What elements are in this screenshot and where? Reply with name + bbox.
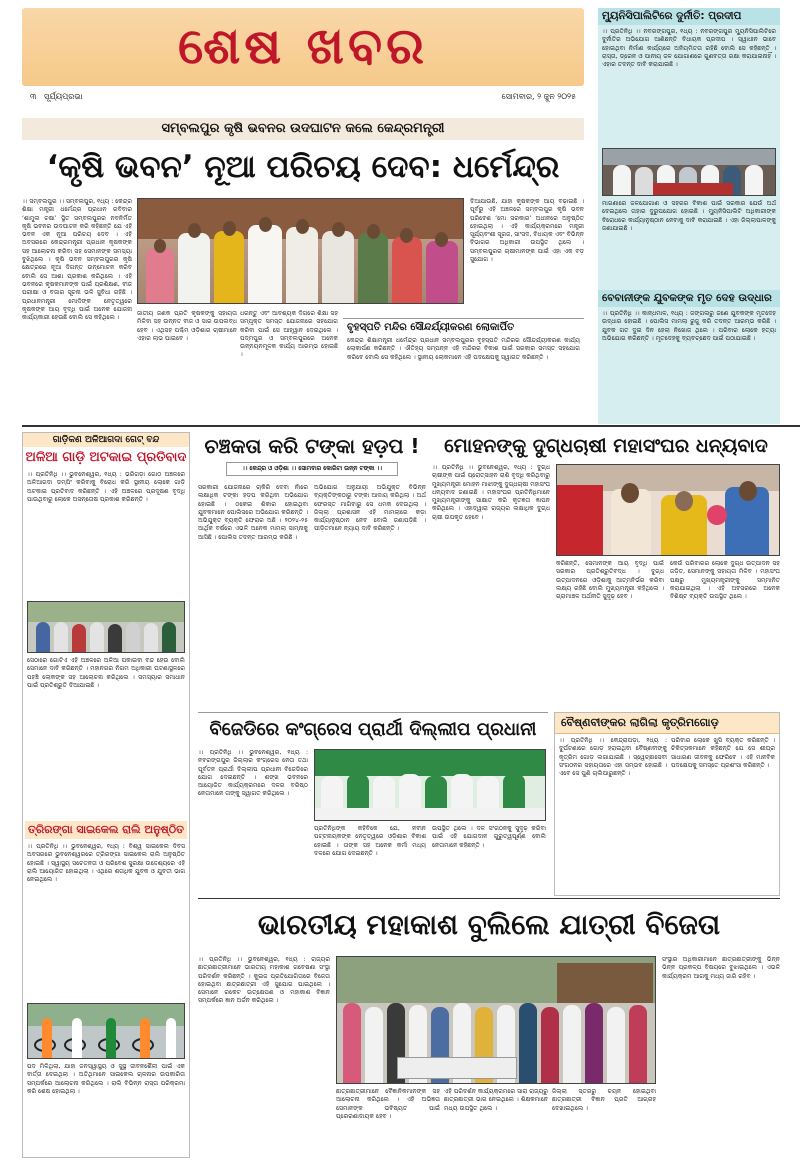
lead-photo (137, 198, 464, 304)
left-column-box (22, 432, 190, 1158)
left-headline-2: ତ୍ରିରଙ୍ଗା ସାଇକେଲ ରାଲି ଅନୁଷ୍ଠିତ (25, 821, 187, 839)
lead-kicker: ସମ୍ବଲପୁର କୃଷି ଭବନର ଉଦଘାଟନ କଲେ କେନ୍ଦ୍ରମନ୍ତ୍ରୀ (161, 121, 445, 136)
masthead (22, 8, 584, 86)
sidebar-photo (602, 148, 776, 196)
bjd-headline: ବିଜେଡିରେ କଂଗ୍ରେସ ପ୍ରାର୍ଥୀ ଦିଲ୍ଲୀପ ପ୍ରଧାନୀ (209, 719, 537, 740)
mohan-text-2: କରିଛନ୍ତି, ସେମାନଙ୍କ ଆୟ ବୃଦ୍ଧି ପାଇଁ ସରକାର ପ୍ରତିଶ୍ରୁତିବଦ୍ଧ । ଦୁଗ୍ଧ ଉତ୍ପାଦନରେ ଓଡ଼ିଶାକୁ ଆତ୍ମନିର୍ଭର କରିବା ଲକ୍ଷ୍ୟ ରହିଛି ବୋଲି ମୁଖ୍ୟମନ୍ତ୍ରୀ କହିଥିଲେ । ଗ୍ରାମାଞ୍ଚଳ ଅର୍ଥନୀତି ସୁଦୃଢ଼ ହେବ । (556, 560, 664, 601)
left-text-2: ସେଠାରେ ଗୋଟିଏ ଏହି ଅଞ୍ଚଳରେ ଅଳିଆ ପକାଇବା ବନ୍ଦ ହେଉ ବୋଲି ସେମାନେ ଦାବି କରିଛନ୍ତି । ମହାନଗର ନିଗମ ଅଧିକାରୀ ଘଟଣାସ୍ଥଳରେ ପହଞ୍ଚି ଲୋକଙ୍କ ସହ ଆଲୋଚନା କରିଥିଲେ । ସମସ୍ୟାର ସମାଧାନ ପାଇଁ ପ୍ରତିଶ୍ରୁତି ଦିଆଯାଇଛି । (27, 657, 185, 689)
mohan-text-3: କେଉଁ ପରିବାରର ଲୋକେ ଦୁଗ୍ଧ ଉତ୍ପାଦନ ସହ ଜଡ଼ିତ, ସେମାନଙ୍କୁ ସହାୟତା ମିଳିବ । ମହାସଂଘ ପକ୍ଷରୁ ମୁଖ୍ୟମନ୍ତ୍ରୀଙ୍କୁ ସମ୍ମାନିତ କରାଯାଇଥିଲା । ଏହି ଅବସରରେ ଅନେକ ବିଶିଷ୍ଟ ବ୍ୟକ୍ତି ଉପସ୍ଥିତ ଥିଲେ । (670, 560, 780, 601)
fraud-text-2: ଅଭିଯୋଗ ଅନୁଯାୟୀ ଅଭିଯୁକ୍ତ ବିଭିନ୍ନ ବ୍ୟକ୍ତିଙ୍କଠାରୁ ଟଙ୍କା ଆଦାୟ କରିଥିଲା । ଅର୍ଥ ଫେରସ୍ତ ମାଗିବାରୁ ସେ ଧମକ ଦେଉଥିଲା । ଜିଲ୍ଲା ପ୍ରଶାସନ ଏହି ମାମଲାରେ କଡ଼ା କାର୍ଯ୍ୟାନୁଷ୍ଠାନ ନେବ ବୋଲି ଜଣାପଡ଼ିଛି । ପୀଡ଼ିତମାନେ ନ୍ୟାୟ ଦାବି କରିଛନ୍ତି । (314, 484, 426, 533)
mohan-story (432, 432, 780, 710)
vaishnav-story (554, 712, 780, 896)
mohan-headline: ମୋହନଙ୍କୁ ଦୁଗ୍ଧଚାଷୀ ମହାସଂଘର ଧନ୍ୟବାଦ (444, 435, 768, 457)
mohan-text-1: ।। ପ୍ରତିନିଧି ।। ଭୁବନେଶ୍ୱର, ୧ଧ୍ୟ : ଦୁଗ୍ଧ ଚାଷୀଙ୍କ ପାଇଁ ପ୍ରୋତ୍ସାହନ ରାଶି ବୃଦ୍ଧି କରିଥିବାରୁ ମୁଖ୍ୟମନ୍ତ୍ରୀ ମୋହନ ମାଝୀଙ୍କୁ ଦୁଗ୍ଧଚାଷୀ ମହାସଂଘ ଧନ୍ୟବାଦ ଜଣାଇଛି । ମହାସଂଘର ପ୍ରତିନିଧିମାନେ ମୁଖ୍ୟମନ୍ତ୍ରୀଙ୍କୁ ସାକ୍ଷାତ କରି କୃତଜ୍ଞତା ଜ୍ଞାପନ କରିଥିଲେ । ଏହାଦ୍ୱାରା ରାଜ୍ୟର ଲକ୍ଷାଧିକ ଦୁଗ୍ଧ ଚାଷୀ ଉପକୃତ ହେବେ । (432, 464, 550, 521)
bottom-story (198, 900, 780, 1162)
issue-date: ସୋମବାର, ୨ ଜୁନ ୨୦୨୫ (501, 92, 576, 101)
lead-col-1: ।। ସମ୍ବଲପୁର ।। ସମ୍ବଲପୁର, ୧ଧ୍ୟ : କେନ୍ଦ୍ର ଶିକ୍ଷା ମନ୍ତ୍ରୀ ଧର୍ମେନ୍ଦ୍ର ପ୍ରଧାନ ରବିବାର ‘ଶାମୁଲ ଚଷା’ ସ୍ଥିତ ସମ୍ବଲପୁରର ନବନିର୍ମିତ କୃଷି ଭବନର ଉଦଘାଟନ କରି କହିଛନ୍ତି ଯେ ଏହି ଭବନ ଏକ ନୂଆ ପରିଚୟ ଦେବ । ଏହି ଅବସରରେ କେନ୍ଦ୍ରମନ୍ତ୍ରୀ ପ୍ରଧାନ କୃଷକଙ୍କ ସହ ଆଲୋଚନା କରିବା ସହ ସେମାନଙ୍କ ସମସ୍ୟା ବୁଝିଥିଲେ । କୃଷି ଭବନ ସମ୍ବଲପୁରର କୃଷି କ୍ଷେତ୍ରରେ ନୂଆ ଦିଗନ୍ତ ଉନ୍ମୋଚନ କରିବ ବୋଲି ସେ ଆଶା ପ୍ରକାଶ କରିଥିଲେ । ଏହି ଭବନରେ କୃଷକମାନଙ୍କ ପାଇଁ ପ୍ରଶିକ୍ଷଣ, ବୀଜ ପରୀକ୍ଷା ଓ ବଜାର ସୂଚନା ଭଳି ସୁବିଧା ରହିଛି । ପ୍ରଧାନମନ୍ତ୍ରୀ ମୋଦିଙ୍କ ନେତୃତ୍ୱରେ କୃଷକଙ୍କ ଆୟ ବୃଦ୍ଧି ପାଇଁ ଅନେକ ଯୋଜନା କାର୍ଯ୍ୟକାରୀ ହେଉଛି ବୋଲି ସେ କହିଥିଲେ । (22, 198, 132, 322)
left-text-1: ।। ପ୍ରତିନିଧି ।। ଭୁବନେଶ୍ୱର, ୧ଧ୍ୟ : ଭରିଗଡ଼ା ଗୋଠ ଅଞ୍ଚଳରେ ଅଳିଆଗଦା ଡମ୍ପିଂ କରିବାକୁ ବିରୋଧ କରି ସ୍ଥାନୀୟ ଲୋକେ ଗାଡ଼ି ଅଟକାଇ ପ୍ରତିବାଦ କରିଛନ୍ତି । ଏହି ଅଞ୍ଚଳରେ ପ୍ରଦୂଷଣ ବୃଦ୍ଧି ପାଉଥିବାରୁ ଲୋକେ ଅସନ୍ତୋଷ ପ୍ରକାଶ କରିଛନ୍ତି । (27, 471, 185, 503)
vaishnav-text-2: ପରିବାର ଲୋକେ ଖୁସି ବ୍ୟକ୍ତ କରିଛନ୍ତି । ଚିକିତ୍ସକମାନେ କହିଛନ୍ତି ଯେ ସେ ଶୀଘ୍ର ସାଧାରଣ ଜୀବନକୁ ଫେରିବେ । ଏହି ମାନବିକ ପଦକ୍ଷେପକୁ ସମସ୍ତେ ପ୍ରଶଂସା କରିଛନ୍ତି । (671, 737, 775, 769)
sidebar-text-2: ମାଗଣାରେ ଜଳଯୋଗାଣ ଓ ସହରର ବିକାଶ ପାଇଁ ସରକାର ଯେଉଁ ଅର୍ଥ ଦେଇଥିଲେ ତାହାର ଦୁରୁପଯୋଗ ହୋଇଛି । ମ୍ୟୁନିସିପାଲିଟି ଅଧିକାରୀଙ୍କ ବିରୋଧରେ କାର୍ଯ୍ୟାନୁଷ୍ଠାନ ନେବାକୁ ଦାବି କରାଯାଇଛି । ଏହା ଜିଲ୍ଲାପାଳଙ୍କୁ ଜଣାଯାଇଛି । (602, 200, 776, 232)
vaishnav-text-1: ।। ପ୍ରତିନିଧି ।। କେନ୍ଦ୍ରାପଡ଼ା, ୧ଧ୍ୟ : ଦୁର୍ଘଟଣାରେ ଗୋଡ଼ ହରାଇଥିବା ବୈଷ୍ଣବୀଙ୍କୁ କୃତ୍ରିମ ଗୋଡ଼ ଲଗାଯାଇଛି । ସ୍ୱେଚ୍ଛାସେବୀ ସଂଗଠନର ସହାୟତାରେ ଏହା ସମ୍ଭବ ହୋଇଛି । ଏବେ ସେ ପୁଣି ଚାଲିପାରୁଛନ୍ତି । (559, 737, 667, 778)
bottom-photo (336, 956, 656, 1084)
left-headline: ଅଳିଆ ଗାଡ଼ି ଅଟକାଇ ପ୍ରତିବାଦ (25, 450, 187, 465)
fraud-story (198, 432, 426, 710)
bottom-text-2: ଛାତ୍ରଛାତ୍ରୀମାନେ ବୈଜ୍ଞାନିକମାନଙ୍କ ସହ ଆଲୋଚନା କରିଥିଲେ । ଏହି ଅଭିଜ୍ଞତା ସେମାନଙ୍କ ଭବିଷ୍ୟତ ପାଇଁ ପ୍ରେରଣାଦାୟକ ହେବ । (336, 1088, 440, 1120)
left-photo-1 (27, 601, 185, 653)
temple-headline: ବୃହସ୍ପତି ମନ୍ଦିର ସୌନ୍ଦର୍ଯ୍ୟୀକରଣ ଲୋକାର୍ପିତ (347, 322, 515, 333)
bottom-headline: ଭାରତୀୟ ମହାକାଶ ବୁଲିଲେ ଯାତ୍ରୀ ବିଜେତା (257, 908, 721, 941)
bottom-text-5: ସଂସ୍ଥାର ଅଧିକାରୀମାନେ ଛାତ୍ରଛାତ୍ରୀଙ୍କୁ ଭିନ୍ନ ଭିନ୍ନ ପ୍ରକଳ୍ପ ବିଷୟରେ ବୁଝାଇଥିଲେ । ଏଭଳି କାର୍ଯ୍ୟକ୍ରମ ଆଗକୁ ମଧ୍ୟ ଜାରି ରହିବ । (662, 956, 780, 980)
left-text-3: ।। ପ୍ରତିନିଧି ।। ଭୁବନେଶ୍ୱର, ୧ଧ୍ୟ : ବିଶ୍ୱ ସାଇକେଲ ଦିବସ ଅବସରରେ ଭୁବନେଶ୍ୱରରେ ତ୍ରିରଙ୍ଗା ସାଇକେଲ ରାଲି ଅନୁଷ୍ଠିତ ହୋଇଛି । ସ୍ୱାସ୍ଥ୍ୟ ସଚେତନତା ଓ ପରିବେଶ ସୁରକ୍ଷା ଉଦ୍ଦେଶ୍ୟରେ ଏହି ରାଲି ଆୟୋଜିତ ହୋଇଥିଲା । ଏଥିରେ ଶତାଧିକ ଯୁବକ ଓ ଯୁବତୀ ଭାଗ ନେଇଥିଲେ । (27, 843, 185, 884)
lead-col-2: ଜାତୀୟ ଜଣକ ପ୍ରତି କୃଷକଙ୍କୁ ସହାୟତା ମିଳିବା ସହ ଉନ୍ନତ ବୀଜ ଓ ସାର ଉପଲବ୍ଧ ହେବ । ଏଥିସହ ପଶ୍ଚିମ ଓଡ଼ିଶାର ଚାଷୀମାନେ ଏହାର ଲାଭ ପାଇବେ । (137, 310, 237, 342)
temple-text: କେନ୍ଦ୍ର ଶିକ୍ଷାମନ୍ତ୍ରୀ ଧର୍ମେନ୍ଦ୍ର ପ୍ରଧାନ ସମ୍ବଲପୁରର ବୃହସ୍ପତି ମନ୍ଦିରର ସୌନ୍ଦର୍ଯ୍ୟୀକରଣ କାର୍ଯ୍ୟ ଲୋକାର୍ପଣ କରିଛନ୍ତି । ଐତିହ୍ୟ ସମ୍ପନ୍ନ ଏହି ମନ୍ଦିରର ବିକାଶ ପାଇଁ ସରକାର ସମସ୍ତ ସହଯୋଗ କରିବେ ବୋଲି ସେ କହିଥିଲେ । ସ୍ଥାନୀୟ ଲୋକମାନେ ଏହି ପଦକ୍ଷେପକୁ ସ୍ୱାଗତ କରିଛନ୍ତି । (347, 337, 580, 361)
lead-col-3: ଧରନ୍ତୁ ଏବଂ ଆବଶ୍ୟକ ଦିଗରେ ଶିକ୍ଷା ସହ ସମ୍ପୃକ୍ତ ସମସ୍ତ ଯୋଜନାରେ ସହଯୋଗ କରିବା ପାଇଁ ସେ ଆହ୍ୱାନ ଦେଇଥିଲେ । ପଦ୍ମପୁର ଓ ସମ୍ବଲପୁରରେ ଅନେକ ଉନ୍ନୟନମୂଳକ କାର୍ଯ୍ୟ ଆରମ୍ଭ ହୋଇଛି । (240, 310, 338, 359)
temple-box (343, 318, 584, 420)
bottom-text-1: ।। ପ୍ରତିନିଧି ।। ଭୁବନେଶ୍ୱର, ୧ଧ୍ୟ : ରାଜ୍ୟର ଛାତ୍ରଛାତ୍ରୀମାନେ ଭାରତୀୟ ମହାକାଶ ଗବେଷଣା ସଂସ୍ଥା ପରିଦର୍ଶନ କରିଛନ୍ତି । କୁଇଜ ପ୍ରତିଯୋଗିତାରେ ବିଜେତା ହୋଇଥିବା ଛାତ୍ରଛାତ୍ରୀ ଏହି ସୁଯୋଗ ପାଇଥିଲେ । ସେମାନେ ରକେଟ ଉତ୍କ୍ଷେପଣ ଓ ମହାକାଶ ବିଜ୍ଞାନ ସମ୍ପର୍କରେ ଜ୍ଞାନ ଅର୍ଜନ କରିଥିଲେ । (198, 956, 330, 1005)
sidebar-text-3: ।। ପ୍ରତିନିଧି ।। କାନ୍ଧମାଳ, ୧ଧ୍ୟ : ଜଙ୍ଗଲରୁ ଜଣେ ଯୁବକଙ୍କ ମୃତଦେହ ଉଦ୍ଧାର ହୋଇଛି । ପୋଲିସ ମାମଲା ରୁଜୁ କରି ତଦନ୍ତ ଆରମ୍ଭ କରିଛି । ଯୁବକ ଗତ ଦୁଇ ଦିନ ହେଲା ନିଖୋଜ ଥିଲେ । ପରିବାର ଲୋକେ ହତ୍ୟା ଅଭିଯୋଗ କରିଛନ୍ତି । ମୃତଦେହକୁ ବ୍ୟବଚ୍ଛେଦ ପାଇଁ ପଠାଯାଇଛି । (602, 310, 776, 342)
sidebar-headline-2: ବେବାନୀଙ୍କ ଯୁବକଙ୍କ ମୃତ ଦେହ ଉଦ୍ଧାର (598, 290, 780, 307)
left-kicker: ଗାଡ଼ିକଣ ଅଳିଆଗଦା ଗେଟ୍ ବନ୍ଦ (23, 433, 189, 447)
bottom-text-3: ଏହି ପରିଦର୍ଶନ କାର୍ଯ୍ୟକ୍ରମରେ ସାରା ରାଜ୍ୟରୁ ଛାତ୍ରଛାତ୍ରୀ ଭାଗ ନେଇଥିଲେ । ଶିକ୍ଷକମାନେ ମଧ୍ୟ ଉପସ୍ଥିତ ଥିଲେ । (444, 1088, 548, 1112)
sidebar (598, 8, 780, 424)
lead-col-4: ଦିଆଯାଉଛି, ଯାହା କୃଷକଙ୍କ ଆୟ ବଢ଼ାଇଛି । ପୂର୍ବରୁ ଏହି ଅଞ୍ଚଳରେ ସମ୍ବଲପୁର କୃଷି ଭବନ ପରିବେଶ ‘ମୋ ସରକାର’ ଅଧୀନରେ ଅନୁଷ୍ଠିତ ହୋଇଥିଲା । ଏହି କାର୍ଯ୍ୟକ୍ରମରେ ମନ୍ତ୍ରୀ ସୂର୍ଯ୍ୟବଂଶୀ ସୂରଜ, ସାଂସଦ, ବିଧାୟକ ଏବଂ ବିଭିନ୍ନ ବିଭାଗର ଅଧିକାରୀ ଉପସ୍ଥିତ ଥିଲେ । ସମ୍ବଲପୁରର ଚାଷୀମାନଙ୍କ ପାଇଁ ଏହା ଏକ ବଡ଼ ସୁଯୋଗ । (470, 198, 584, 264)
sidebar-text-1: ।। ପ୍ରତିନିଧି ।। ନବରଙ୍ଗପୁର, ୧ଧ୍ୟ : ନବରଙ୍ଗପୁର ମ୍ୟୁନିସିପାଲିଟିରେ ଦୁର୍ନୀତିର ଅଭିଯୋଗ ଆଣିଛନ୍ତି ବିଧାୟକ ପ୍ରଦୀପ । ସ୍ୱାଧୀନ ଭାବେ ହୋଇଥିବା ନିର୍ମାଣ କାର୍ଯ୍ୟରେ ଅନିୟମିତତା ରହିଛି ବୋଲି ସେ କହିଛନ୍ତି । ରାସ୍ତା, ଡ୍ରେନ ଓ ପାନୀୟ ଜଳ ଯୋଗାଣରେ ଗୁଣବତ୍ତା ରକ୍ଷା କରାଯାଇନାହିଁ । ଏହାର ତଦନ୍ତ ଦାବି କରାଯାଇଛି । (602, 28, 776, 69)
lead-kicker-bar (22, 118, 584, 140)
bottom-text-4: ଜିଲ୍ଲା ସ୍ତରରୁ ଚୟନ ହୋଇଥିବା ଛାତ୍ରଛାତ୍ରୀ ବିଜ୍ଞାନ ପ୍ରତି ଆଗ୍ରହ ଦେଖାଇଥିଲେ । (552, 1088, 656, 1112)
bjd-text-3: ଉପସ୍ଥିତ ଥିଲେ । ଦଳ ସଂଗଠନକୁ ସୁଦୃଢ଼ କରିବା ପାଇଁ ଏହି ଯୋଗଦାନ ଗୁରୁତ୍ୱପୂର୍ଣ୍ଣ ବୋଲି ନେତାମାନେ କହିଛନ୍ତି । (432, 825, 546, 849)
masthead-title: ଶେଷ ଖବର (178, 17, 428, 75)
fraud-byline: ।। କେନ୍ଦ୍ର ଓ ଓଡ଼ିଶା ।। ସୋମବାର କୋରିଟା ଉନ୍ନ ଟଙ୍କା ।। (226, 462, 398, 476)
left-photo-2 (27, 1003, 185, 1059)
bjd-text-1: ।। ପ୍ରତିନିଧି ।। ଭୁବନେଶ୍ୱର, ୧ଧ୍ୟ : ନବରଙ୍ଗପୁର ଜିଲ୍ଲାର କଂଗ୍ରେସ ନେତା ତଥା ପୂର୍ବତନ ପ୍ରାର୍ଥୀ ଦିଲ୍ଲୀପ ପ୍ରଧାନୀ ବିଜେଡିରେ ଯୋଗ ଦେଇଛନ୍ତି । ଶଙ୍ଖ ଭବନରେ ଆୟୋଜିତ କାର୍ଯ୍ୟକ୍ରମରେ ଦଳର ବରିଷ୍ଠ ନେତାମାନେ ତାଙ୍କୁ ସ୍ୱାଗତ କରିଥିଲେ । (198, 749, 308, 798)
bjd-story (198, 712, 548, 896)
mohan-photo (556, 464, 780, 556)
lead-headline: ‘କୃଷି ଭବନ’ ନୂଆ ପରିଚୟ ଦେବ: ଧର୍ମେନ୍ଦ୍ର (46, 149, 560, 185)
folio-bar (22, 90, 584, 104)
left-text-4: ପଦ ମିଳିଥିଲା, ଯାହା ଜନସ୍ୱାସ୍ଥ୍ୟ ଓ ସୁସ୍ଥ ଜୀବନଶୈଳୀ ପାଇଁ ଏକ ବାର୍ତ୍ତା ଦେଇଥିଲା । ଅତିଥିମାନେ ସାଇକେଲ ଚାଳନାର ଉପକାରିତା ସମ୍ପର୍କରେ ଆଲୋଚନା କରିଥିଲେ । ରାଲି ବିଭିନ୍ନ ରାସ୍ତା ପରିକ୍ରମା କରି ଶେଷ ହୋଇଥିଲା । (27, 1063, 185, 1095)
bjd-text-2: ପ୍ରତିନିଧିଙ୍କ କହିବିକେ ଯେ, ନବୀନ ପଟ୍ଟନାୟକଙ୍କ ନେତୃତ୍ୱରେ ଓଡ଼ିଶାର ବିକାଶ ହୋଇଛି । ତାଙ୍କ ସହ ଅନେକ କର୍ମୀ ମଧ୍ୟ ଦଳରେ ଯୋଗ ଦେଇଛନ୍ତି । (314, 825, 426, 857)
page-number: ୩ (30, 92, 37, 101)
fraud-text-1: ସରକାରୀ ଯୋଜନାରେ ଚାକିରି ଦେବା ନାଁରେ ଲକ୍ଷାଧିକ ଟଙ୍କା ହଡ଼ପ କରିଥିବା ଅଭିଯୋଗ ହୋଇଛି । ଠକେଇ ଶିକାର ହୋଇଥିବା ଯୁବକମାନେ ପୋଲିସରେ ଅଭିଯୋଗ କରିଛନ୍ତି । ଅଭିଯୁକ୍ତ ବ୍ୟକ୍ତି ଫେରାର ଅଛି । ୨୦୨୪-୨୫ ଆର୍ଥିକ ବର୍ଷରେ ଏଭଳି ଅନେକ ମାମଲା ସାମ୍ନାକୁ ଆସିଛି । ପୋଲିସ ତଦନ୍ତ ଆରମ୍ଭ କରିଛି । (198, 484, 308, 541)
fraud-headline: ଚଞ୍ଚକତା କରି ଟଙ୍କା ହଡ଼ପ ! (204, 434, 420, 458)
sidebar-headline-1: ମ୍ୟୁନିସିପାଲିଟିରେ ଦୁର୍ନୀତି: ପ୍ରଦୀପ (598, 8, 780, 25)
bjd-photo (314, 749, 546, 821)
paper-name: ସୂର୍ଯ୍ୟପ୍ରଭା (44, 92, 83, 101)
vaishnav-headline: ବୈଷ୍ଣବୀଙ୍କର ଲାଗିଲା କୃତ୍ରିମଗୋଡ଼ (555, 713, 779, 734)
